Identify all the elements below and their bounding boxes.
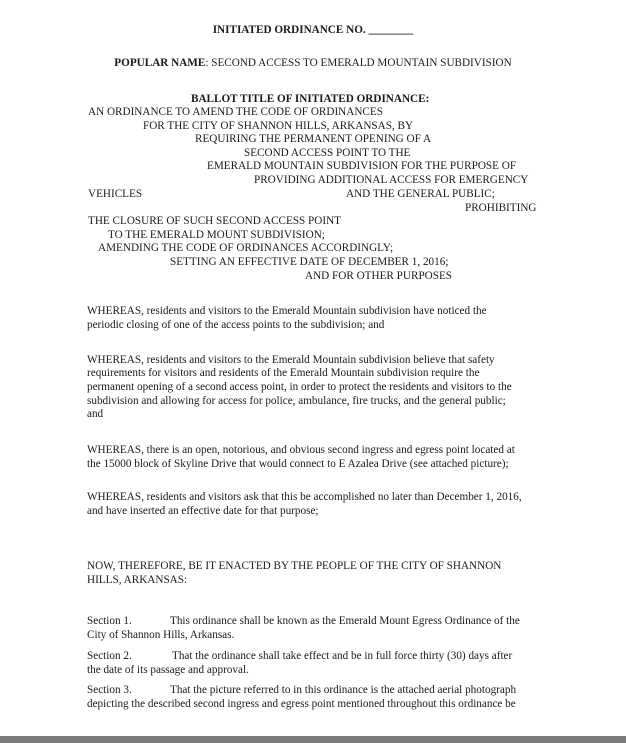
whereas-paragraph-line: subdivision and allowing for access for police, ambulance, fire trucks, and the general public; xyxy=(87,395,506,407)
section-text-line: City of Shannon Hills, Arkansas. xyxy=(87,629,235,641)
ballot-line: AN ORDINANCE TO AMEND THE CODE OF ORDINANCES xyxy=(88,106,383,118)
section-label: Section 1. xyxy=(87,615,132,627)
section-text-line: That the picture referred to in this ordinance is the attached aerial photograph xyxy=(170,684,517,696)
popular-name xyxy=(0,56,626,70)
whereas-paragraph-line: WHEREAS, there is an open, notorious, and obvious second ingress and egress point located at xyxy=(87,444,515,456)
enacting-clause-line: HILLS, ARKANSAS: xyxy=(87,574,188,586)
ballot-line: SECOND ACCESS POINT TO THE xyxy=(244,147,411,159)
ballot-line: AND FOR OTHER PURPOSES xyxy=(305,270,453,282)
section-text-line: depicting the described second ingress and egress point mentioned throughout this ordinance be xyxy=(87,698,516,710)
ballot-line: TO THE EMERALD MOUNT SUBDIVISION; xyxy=(108,229,325,241)
section-text-line: That the ordinance shall take effect and be in full force thirty (30) days after xyxy=(172,650,513,662)
section-text-line: the date of its passage and approval. xyxy=(87,664,249,676)
whereas-paragraph-line: WHEREAS, residents and visitors to the Emerald Mountain subdivision have noticed the xyxy=(87,305,487,317)
whereas-paragraph-line: periodic closing of one of the access points to the subdivision; and xyxy=(87,319,385,331)
section-text-line: This ordinance shall be known as the Emerald Mount Egress Ordinance of the xyxy=(170,615,520,627)
section-label: Section 3. xyxy=(87,684,132,696)
ballot-line: AND THE GENERAL PUBLIC; xyxy=(346,188,495,200)
section-label: Section 2. xyxy=(87,650,132,662)
ballot-title-label: BALLOT TITLE OF INITIATED ORDINANCE: xyxy=(191,93,430,105)
ballot-line: SETTING AN EFFECTIVE DATE OF DECEMBER 1, 2016; xyxy=(170,256,449,268)
ordinance-heading: INITIATED ORDINANCE NO. ________ xyxy=(212,24,414,36)
ballot-line: EMERALD MOUNTAIN SUBDIVISION FOR THE PURPOSE OF xyxy=(207,160,517,172)
ballot-line: PROVIDING ADDITIONAL ACCESS FOR EMERGENCY xyxy=(254,174,529,186)
whereas-paragraph-line: permanent opening of a second access point, in order to protect the residents and visitors to the xyxy=(87,381,512,393)
popular-name-value: : SECOND ACCESS TO EMERALD MOUNTAIN SUBDIVISION xyxy=(205,57,512,69)
whereas-paragraph-line: and xyxy=(87,408,104,420)
viewer-bottom-bar xyxy=(0,736,626,743)
ballot-line: PROHIBITING xyxy=(465,202,537,214)
whereas-paragraph-line: WHEREAS, residents and visitors ask that this be accomplished no later than December 1, 2016, xyxy=(87,491,522,503)
popular-name-label: POPULAR NAME xyxy=(114,57,206,69)
ballot-line: FOR THE CITY OF SHANNON HILLS, ARKANSAS, BY xyxy=(143,120,414,132)
ballot-line: THE CLOSURE OF SUCH SECOND ACCESS POINT xyxy=(88,215,342,227)
ballot-line: VEHICLES xyxy=(88,188,143,200)
whereas-paragraph-line: WHEREAS, residents and visitors to the Emerald Mountain subdivision believe that safety xyxy=(87,354,495,366)
ballot-line: AMENDING THE CODE OF ORDINANCES ACCORDINGLY; xyxy=(98,242,394,254)
whereas-paragraph-line: and have inserted an effective date for that purpose; xyxy=(87,505,319,517)
enacting-clause-line: NOW, THEREFORE, BE IT ENACTED BY THE PEOPLE OF THE CITY OF SHANNON xyxy=(87,560,502,572)
whereas-paragraph-line: requirements for visitors and residents of the Emerald Mountain subdivision require the xyxy=(87,367,480,379)
ballot-line: REQUIRING THE PERMANENT OPENING OF A xyxy=(195,133,432,145)
whereas-paragraph-line: the 15000 block of Skyline Drive that would connect to E Azalea Drive (see attached picture); xyxy=(87,458,509,470)
